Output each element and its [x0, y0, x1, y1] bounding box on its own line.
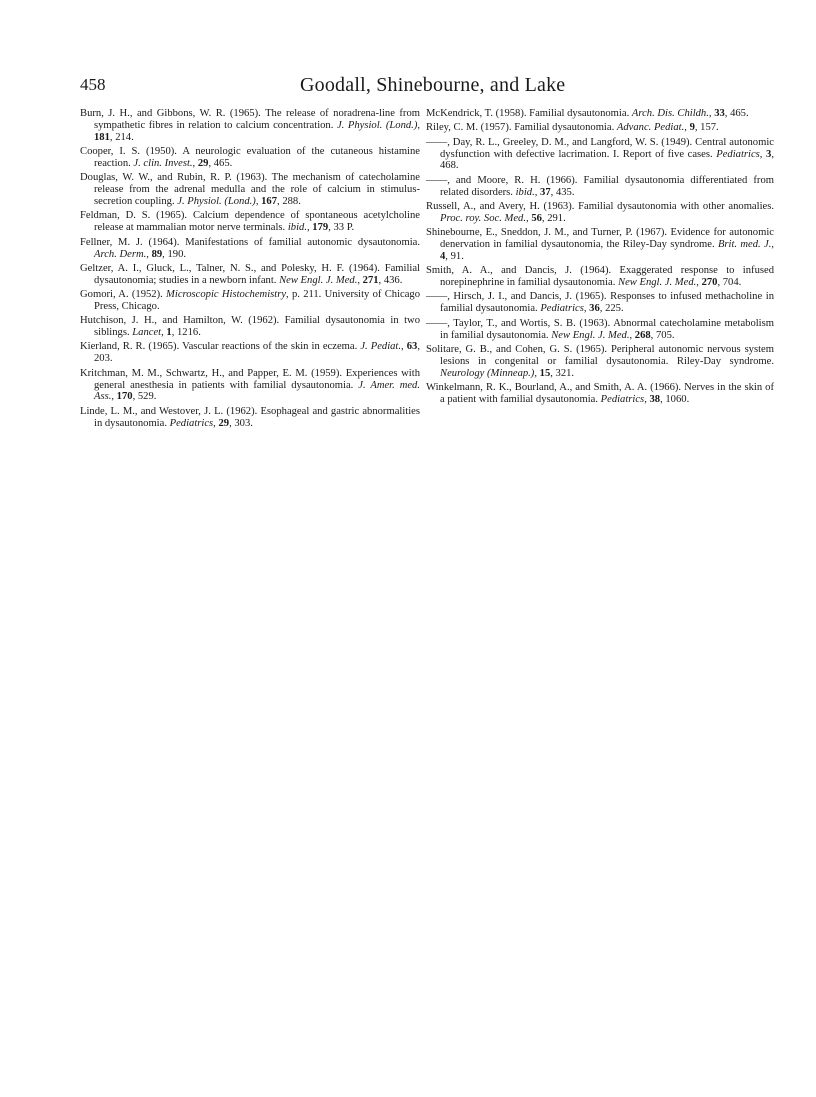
- reference-title: Familial dysautonomia.: [529, 108, 632, 119]
- reference-entry: ——, Hirsch, J. I., and Dancis, J. (1965). Responses to infused methacholine in familial dysautonomia. Pediatrics, 36, 225.: [426, 291, 774, 315]
- reference-title: Calcium dependence of spontaneous acetylcholine release at mammalian motor nerve terminals.: [94, 210, 421, 234]
- reference-pages: 33 P.: [333, 222, 355, 234]
- reference-authors: ——, Taylor, T., and Wortis, S. B. (1963).: [426, 317, 614, 329]
- reference-pages: 704.: [722, 277, 742, 289]
- reference-pages: 1060.: [665, 393, 690, 405]
- reference-pages: 468.: [440, 160, 459, 172]
- reference-journal: Pediatrics: [716, 148, 760, 160]
- reference-entry: Russell, A., and Avery, H. (1963). Familial dysautonomia with other anomalies. Proc. roy. Soc. Med., 56, 291.: [426, 200, 774, 224]
- reference-pages: 465.: [213, 158, 233, 170]
- reference-entry: Linde, L. M., and Westover, J. L. (1962). Esophageal and gastric abnormalities in dysautonomia. Pediatrics, 29, 303.: [80, 405, 420, 429]
- reference-pages: 1216.: [177, 327, 201, 339]
- reference-entry: Riley, C. M. (1957). Familial dysautonomia. Advanc. Pediat., 9, 157.: [426, 122, 719, 134]
- reference-journal: Advanc. Pediat.: [616, 122, 685, 134]
- reference-entry: Gomori, A. (1952). Microscopic Histochemistry, p. 211. University of Chicago Press, Chicago.: [80, 289, 421, 312]
- reference-volume: 33: [714, 108, 725, 119]
- reference-entry: ——, Day, R. L., Greeley, D. M., and Langford, W. S. (1949). Central autonomic dysfunction with defective lacrimation. I. Report of five cases. Pediatrics, 3, 468.: [426, 136, 774, 172]
- reference-entry: Douglas, W. W., and Rubin, R. P. (1963). The mechanism of catecholamine release from the adrenal medulla and the role of calcium in stimulus-secretion coupling. J. Physiol. (Lond.), 167, 288.: [80, 172, 420, 208]
- reference-volume: 268: [634, 329, 651, 341]
- reference-journal: ibid.: [515, 186, 535, 198]
- reference-pages: 705.: [655, 329, 675, 341]
- reference-journal: Pediatrics: [169, 417, 214, 429]
- reference-entry: Shinebourne, E., Sneddon, J. M., and Turner, P. (1967). Evidence for autonomic denervation in familial dysautonomia, the Riley-Day syndrome. Brit. med. J., 4, 91.: [426, 227, 775, 262]
- reference-authors: Smith, A. A., and Dancis, J. (1964).: [426, 265, 620, 277]
- reference-journal: J. Physiol. (Lond.): [336, 119, 418, 131]
- reference-volume: 3: [766, 148, 772, 160]
- reference-journal: New Engl. J. Med.: [618, 277, 697, 289]
- reference-authors: Gomori, A. (1952).: [80, 289, 167, 301]
- reference-volume: 15: [539, 367, 551, 379]
- reference-journal: Brit. med. J.: [717, 239, 772, 251]
- reference-authors: Kierland, R. R. (1965).: [80, 341, 183, 353]
- reference-authors: Kritchman, M. M., Schwartz, H., and Papper, E. M. (1959).: [80, 367, 346, 379]
- reference-pages: 291.: [547, 212, 566, 224]
- reference-title: Abnormal catecholamine metabolism in familial dysautonomia.: [440, 317, 774, 341]
- reference-pages: 303.: [234, 417, 253, 429]
- reference-pages: 529.: [137, 391, 157, 403]
- reference-volume: 170: [116, 391, 133, 403]
- reference-authors: Linde, L. M., and Westover, J. L. (1962).: [80, 405, 261, 417]
- reference-authors: Solitare, G. B., and Cohen, G. S. (1965).: [426, 343, 611, 355]
- reference-authors: Fellner, M. J. (1964).: [80, 236, 186, 248]
- reference-title: Experiences with general anesthesia in patients with familial dysautonomia.: [94, 367, 420, 391]
- reference-volume: 271: [362, 274, 379, 286]
- reference-entry: Winkelmann, R. K., Bourland, A., and Smith, A. A. (1966). Nerves in the skin of a patient with familial dysautonomia. Pediatrics, 38, 1060.: [426, 381, 774, 405]
- reference-title: Familial dysautonomia.: [514, 122, 617, 134]
- reference-volume: 4: [440, 250, 446, 262]
- reference-title: Esophageal and gastric abnormalities in dysautonomia.: [94, 405, 420, 429]
- reference-journal: New Engl. J. Med.: [551, 329, 630, 341]
- reference-pages: 436.: [383, 274, 403, 286]
- reference-journal: J. clin. Invest.: [133, 158, 193, 170]
- reference-entry: McKendrick, T. (1958). Familial dysautonomia. Arch. Dis. Childh., 33, 465.: [426, 108, 749, 119]
- reference-title: Vascular reactions of the skin in eczema.: [182, 341, 361, 353]
- reference-journal: ibid.: [287, 222, 307, 234]
- reference-title: The mechanism of catecholamine release from the adrenal medulla and the role of calcium in stimulus-secretion coupling.: [94, 172, 420, 208]
- reference-pages: 157.: [700, 122, 719, 134]
- reference-journal: Arch. Dis. Childh.: [631, 108, 709, 119]
- reference-title: Familial dysautonomia differentiated from related disorders.: [440, 174, 774, 198]
- reference-pages: 225.: [605, 303, 624, 315]
- reference-pages: 91.: [450, 250, 464, 262]
- reference-volume: 37: [540, 186, 551, 198]
- reference-entry: ——, Taylor, T., and Wortis, S. B. (1963). Abnormal catecholamine metabolism in familial dysautonomia. New Engl. J. Med., 268, 705.: [426, 317, 774, 341]
- reference-entry: Geltzer, A. I., Gluck, L., Talner, N. S., and Polesky, H. F. (1964). Familial dysautonomia; studies in a newborn infant. New Engl. J. Med., 271, 436.: [80, 262, 420, 286]
- reference-authors: Feldman, D. S. (1965).: [80, 210, 193, 222]
- reference-volume: 181: [94, 131, 110, 143]
- reference-title: A neurologic evaluation of the cutaneous histamine reaction.: [94, 146, 421, 170]
- reference-authors: Russell, A., and Avery, H. (1963).: [426, 200, 579, 212]
- reference-authors: Geltzer, A. I., Gluck, L., Talner, N. S., and Polesky, H. F. (1964).: [80, 262, 385, 274]
- running-head: Goodall, Shinebourne, and Lake: [300, 74, 566, 96]
- reference-authors: McKendrick, T. (1958).: [426, 108, 530, 119]
- reference-pages: p. 211. University of Chicago Press, Chicago.: [94, 289, 421, 312]
- references-right-column: [426, 108, 774, 408]
- reference-journal: J. Amer. med. Ass.: [94, 379, 420, 403]
- reference-authors: Cooper, I. S. (1950).: [80, 146, 183, 158]
- reference-authors: Douglas, W. W., and Rubin, R. P. (1963).: [80, 172, 272, 184]
- reference-authors: Shinebourne, E., Sneddon, J. M., and Turner, P. (1967).: [426, 227, 671, 239]
- reference-entry: Cooper, I. S. (1950). A neurologic evaluation of the cutaneous histamine reaction. J. clin. Invest., 29, 465.: [80, 146, 421, 170]
- reference-journal: Arch. Derm.: [94, 248, 147, 260]
- reference-title: Responses to infused methacholine in familial dysautonomia.: [440, 291, 774, 315]
- reference-pages: 288.: [282, 196, 301, 208]
- reference-title: Exaggerated response to infused norepinephrine in familial dysautonomia.: [440, 265, 774, 289]
- reference-title: Familial dysautonomia; studies in a newborn infant.: [94, 262, 420, 286]
- reference-entry: Solitare, G. B., and Cohen, G. S. (1965). Peripheral autonomic nervous system lesions in congenital or familial dysautonomia. Riley-Day syndrome. Neurology (Minneap.), 15, 321.: [426, 343, 774, 379]
- reference-journal: Neurology (Minneap.): [440, 367, 535, 379]
- reference-entry: ——, and Moore, R. H. (1966). Familial dysautonomia differentiated from related disorders. ibid., 37, 435.: [426, 174, 774, 198]
- reference-pages: 435.: [555, 186, 575, 198]
- reference-title: Familial dysautonomia with other anomalies.: [578, 200, 774, 212]
- reference-authors: Hutchison, J. H., and Hamilton, W. (1962).: [80, 315, 285, 327]
- reference-volume: 56: [531, 212, 542, 224]
- reference-pages: 465.: [730, 108, 749, 119]
- reference-journal: Pediatrics: [540, 303, 584, 315]
- reference-journal: J. Physiol. (Lond.): [177, 196, 256, 208]
- reference-authors: Burn, J. H., and Gibbons, W. R. (1965).: [80, 108, 266, 119]
- reference-volume: 38: [649, 393, 661, 405]
- reference-title: Evidence for autonomic denervation in familial dysautonomia, the Riley-Day syndrome.: [440, 227, 774, 251]
- reference-journal: New Engl. J. Med.: [279, 274, 358, 286]
- reference-pages: 321.: [555, 367, 575, 379]
- reference-volume: 29: [197, 158, 209, 170]
- reference-title: Peripheral autonomic nervous system lesions in congenital or familial dysautonomia. Riley-Day syndrome.: [440, 343, 774, 367]
- reference-volume: 63: [406, 341, 418, 353]
- reference-volume: 179: [312, 222, 329, 234]
- reference-title: The release of noradrena-line from sympathetic fibres in relation to calcium concentration.: [94, 108, 420, 131]
- reference-entry: Hutchison, J. H., and Hamilton, W. (1962). Familial dysautonomia in two siblings. Lancet, 1, 1216.: [80, 315, 420, 339]
- references-left-column: [80, 108, 420, 432]
- reference-entry: Burn, J. H., and Gibbons, W. R. (1965). The release of noradrena-line from sympathetic fibres in relation to calcium concentration. J. Physiol. (Lond.), 181, 214.: [80, 108, 421, 143]
- reference-volume: 9: [689, 122, 695, 134]
- page-number: 458: [80, 75, 106, 94]
- reference-journal: Microscopic Histochemistry: [166, 289, 287, 301]
- reference-volume: 36: [589, 303, 600, 315]
- reference-authors: ——, Day, R. L., Greeley, D. M., and Langford, W. S. (1949).: [426, 136, 696, 148]
- reference-volume: 29: [218, 417, 230, 429]
- reference-title: Nerves in the skin of a patient with familial dysautonomia.: [440, 381, 774, 405]
- reference-pages: 203.: [94, 353, 113, 365]
- reference-journal: Lancet: [132, 327, 162, 339]
- reference-entry: Feldman, D. S. (1965). Calcium dependence of spontaneous acetylcholine release at mammalian motor nerve terminals. ibid., 179, 33 P.: [80, 210, 421, 234]
- reference-volume: 1: [166, 327, 172, 339]
- reference-journal: Proc. roy. Soc. Med.: [440, 212, 527, 224]
- reference-entry: Fellner, M. J. (1964). Manifestations of familial autonomic dysautonomia. Arch. Derm., 89, 190.: [80, 236, 420, 260]
- reference-volume: 167: [261, 196, 278, 208]
- reference-pages: 214.: [115, 131, 134, 143]
- reference-title: Familial dysautonomia in two siblings.: [94, 315, 420, 339]
- reference-pages: 190.: [167, 248, 187, 260]
- reference-authors: Riley, C. M. (1957).: [426, 122, 515, 134]
- reference-entry: Kierland, R. R. (1965). Vascular reactions of the skin in eczema. J. Pediat., 63, 203.: [80, 341, 420, 365]
- reference-entry: Smith, A. A., and Dancis, J. (1964). Exaggerated response to infused norepinephrine in familial dysautonomia. New Engl. J. Med., 270, 704.: [426, 265, 774, 289]
- reference-authors: ——, and Moore, R. H. (1966).: [426, 174, 584, 186]
- reference-title: Manifestations of familial autonomic dysautonomia.: [185, 236, 420, 248]
- reference-entry: Kritchman, M. M., Schwartz, H., and Papper, E. M. (1959). Experiences with general anesthesia in patients with familial dysautonomia. J. Amer. med. Ass., 170, 529.: [80, 367, 420, 403]
- reference-journal: J. Pediat.: [360, 341, 402, 353]
- reference-title: Central autonomic dysfunction with defective lacrimation. I. Report of five cases.: [440, 136, 774, 160]
- reference-volume: 89: [151, 248, 163, 260]
- reference-authors: ——, Hirsch, J. I., and Dancis, J. (1965).: [426, 291, 611, 303]
- reference-volume: 270: [701, 277, 718, 289]
- reference-authors: Winkelmann, R. K., Bourland, A., and Smith, A. A. (1966).: [426, 381, 685, 393]
- reference-journal: Pediatrics: [600, 393, 645, 405]
